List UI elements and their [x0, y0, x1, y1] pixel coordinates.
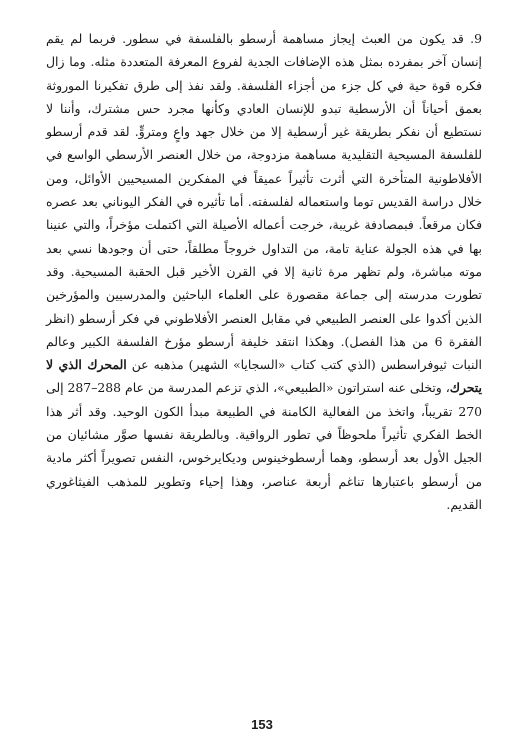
paragraph-9 — [46, 27, 482, 516]
page-number: 153 — [251, 717, 273, 732]
paragraph-number: 9. — [470, 31, 482, 46]
bold-phrase-unmoved-mover: المحرك الذي لا يتحرك — [46, 357, 482, 396]
body-text — [46, 27, 482, 516]
paragraph-text-part-1: قد يكون من العبث إيجاز مساهمة أرسطو بالفلسفة في سطور. فربما لم يقم إنسان آخر بمفرده بمثل هذه الإضافات الجدية لفروع المعرفة المتعددة مثله. وما زال فكره قوة حية في كل جزء من أجزاء الفلسفة. ولقد نفذ إلى طرق تفكيرنا الموروثة بعمق أحياناً أن الأرسطية تبدو للإنسان العادي وكأنها مجرد حس مشترك، وأننا لا نستطيع أن نفكر بطريقة غير أرسطية إلا من خلال جهد واعٍ ومتروٍّ. لقد قدم أرسطو للفلسفة المسيحية التقليدية مساهمة مزدوجة، من خلال العنصر الأرسطي الواسع في الأفلاطونية المتأخرة التي أثرت تأثيراً عميقاً في المفكرين المسيحيين الأوائل، ومن خلال دراسة القديس توما واستعماله لفلسفته. أما تأثيره في الفكر اليوناني بعد عصره فكان مرقعاً. فبمصادفة غريبة، خرجت أعماله الأصيلة التي اكتملت مؤخراً، والتي عنينا بها في هذه الجولة عناية تامة، من التداول خروجاً مطلقاً، حتى أن وجودها نسي بعد موته مباشرة، ولم تظهر مرة ثانية إلا في القرن الأخير قبل الحقبة المسيحية. وقد تطورت مدرسته إلى جماعة مقصورة على العلماء الباحثين والمدرسيين والمؤرخين الذين أكدوا على العنصر الطبيعي في مقابل العنصر الأفلاطوني في فكر أرسطو (انظر الفقرة 6 من هذا الفصل). وهكذا انتقد خليفة أرسطو مؤرخ الفلسفة الكبير وعالم النبات ثيوفراسطس (الذي كتب كتاب «السجايا» الشهير) مذهبه عن — [46, 31, 482, 373]
paragraph-text-part-2: ، وتخلى عنه استراتون «الطبيعي»، الذي تزعم المدرسة من عام 288–287 إلى 270 تقريباً، واتخذ من الفعالية الكامنة في الطبيعة مبدأ الكون الوحيد. وقد أثر هذا الخط الفكري تأثيراً ملحوظاً في تطور الرواقية. وبالطريقة نفسها صوَّر مشائيان من الجيل الأول بعد أرسطو، وهما أرسطوخينوس وديكايرخوس، النفس تصويراً أكثر مادية من أرسطو باعتبارها تناغم أربعة عناصر، وهذا إحياء وتطوير للمذهب الفيثاغوري القديم. — [46, 380, 482, 512]
